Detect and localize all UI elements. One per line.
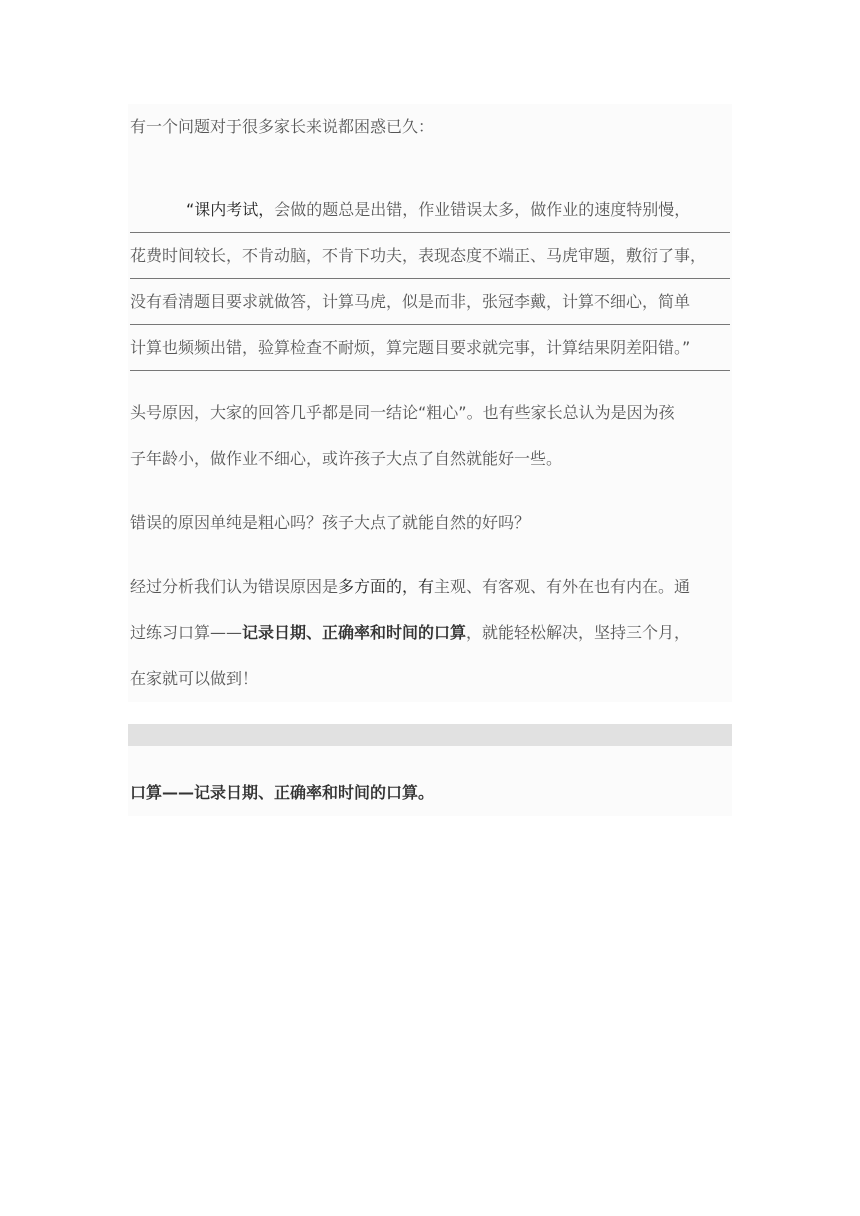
analysis-part-2: 多方面的，有 [338, 577, 435, 596]
analysis-line-2-post: ，就能轻松解决，坚持三个月， [466, 623, 691, 642]
reason-line-1: 头号原因，大家的回答几乎都是同一结论“粗心”。也有些家长总认为是因为孩 [130, 403, 675, 422]
analysis-part-3: 主观、有客观、有外在也有内在。通 [434, 577, 691, 596]
footer-heading: 口算——记录日期、正确率和时间的口算。 [130, 783, 435, 802]
quote-line-1-rest: 会做的题总是出错，作业错误太多，做作业的速度特别慢， [274, 200, 691, 219]
analysis-line-2-bold: 记录日期、正确率和时间的口算 [242, 623, 467, 642]
analysis-part-1: 经过分析我们认为错误原因是 [130, 577, 339, 596]
intro-text: 有一个问题对于很多家长来说都困惑已久： [130, 117, 435, 136]
footer-block [128, 746, 732, 816]
quote-line-3: 没有看清题目要求就做答，计算马虎，似是而非，张冠李戴，计算不细心，简单 [130, 280, 730, 325]
analysis-paragraph [130, 564, 730, 702]
quote-line-1 [130, 188, 730, 233]
divider-bar [128, 724, 732, 746]
question-paragraph: 错误的原因单纯是粗心吗？孩子大点了就能自然的好吗？ [130, 513, 531, 532]
quote-line-4: 计算也频频出错，验算检查不耐烦，算完题目要求就完事，计算结果阴差阳错。” [130, 326, 730, 371]
content-block [128, 104, 732, 702]
quote-paragraph [130, 188, 730, 371]
quote-line-2: 花费时间较长，不肯动脑，不肯下功夫，表现态度不端正、马虎审题，敷衍了事， [130, 234, 730, 279]
analysis-line-2-pre: 过练习口算—— [130, 623, 243, 642]
document-page [128, 104, 732, 816]
analysis-line-2 [130, 610, 730, 656]
reason-paragraph [130, 390, 730, 482]
analysis-line-3: 在家就可以做到！ [130, 669, 259, 688]
analysis-line-1 [130, 564, 730, 610]
reason-line-2: 子年龄小，做作业不细心，或许孩子大点了自然就能好一些。 [130, 449, 563, 468]
quote-open: “课内考试， [186, 200, 275, 219]
